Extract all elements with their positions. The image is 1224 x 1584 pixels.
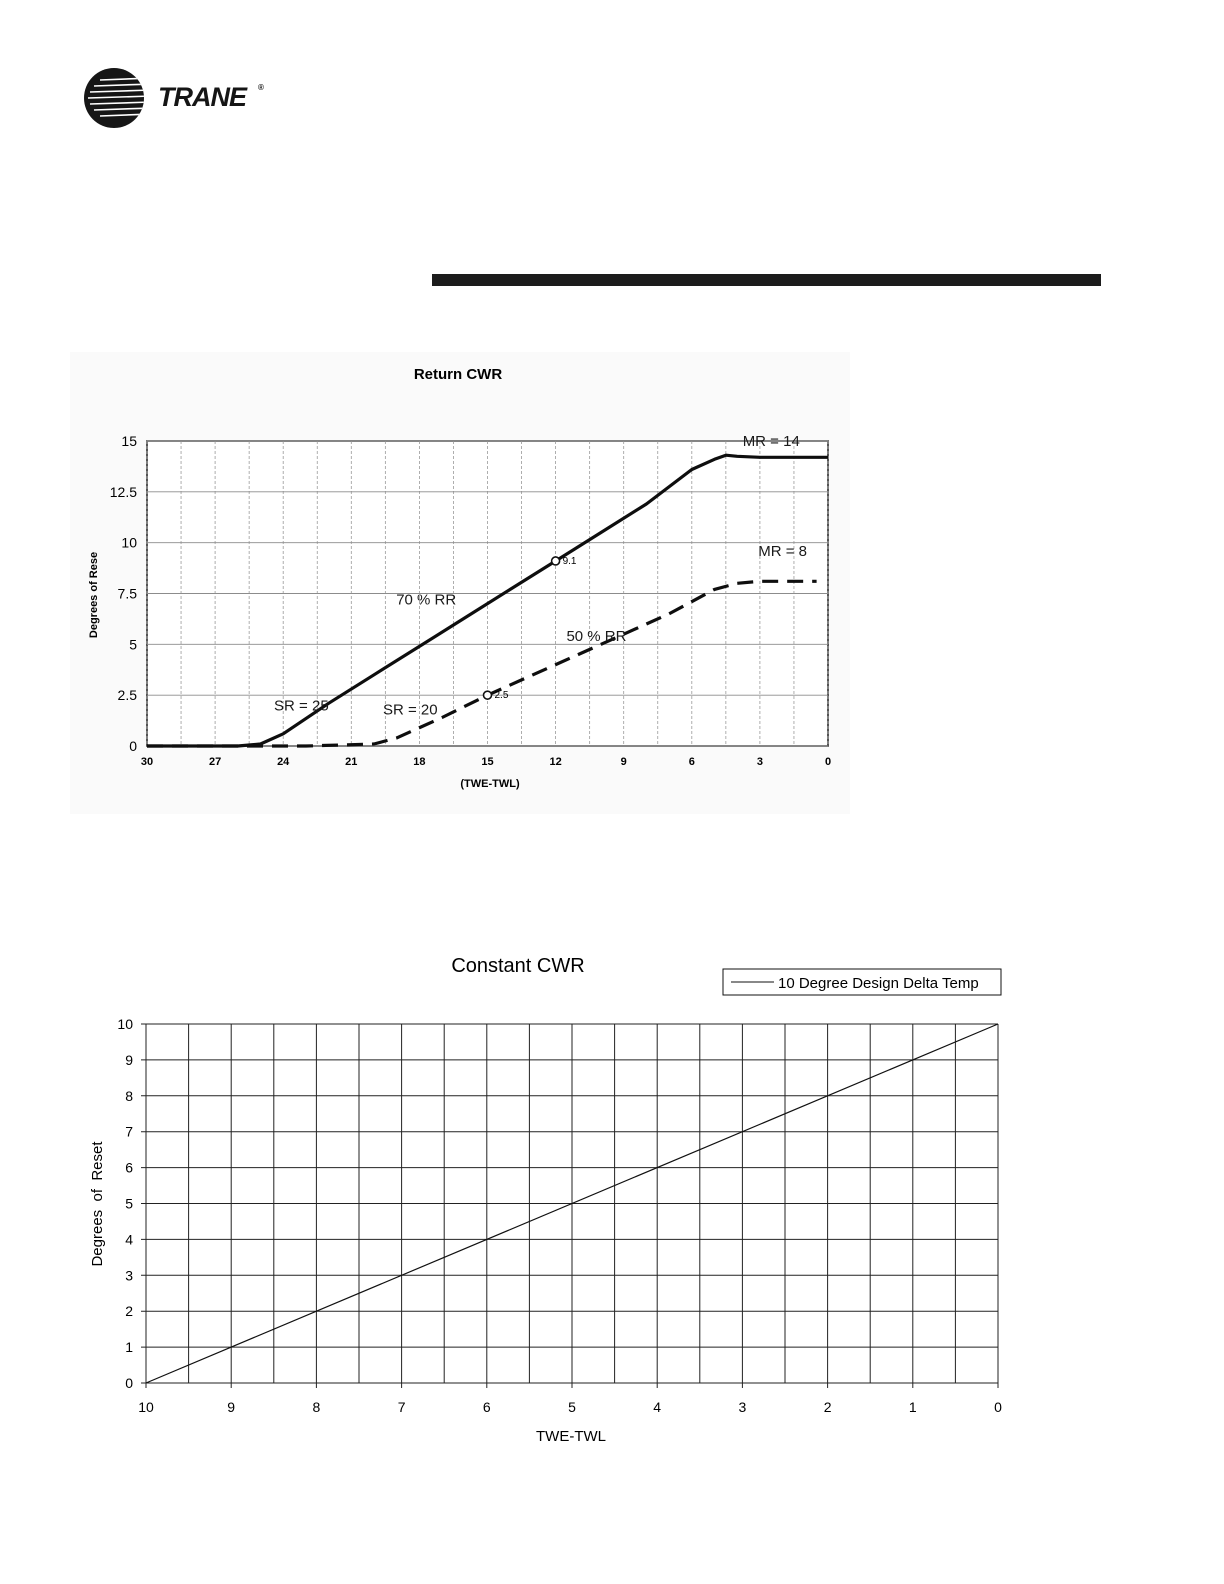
chart2-legend: [723, 969, 1001, 995]
chart1-y-tick-label: 12.5: [109, 483, 137, 500]
chart1-y-tick-label: 5: [129, 636, 137, 653]
chart1-y-tick-label: 10: [121, 534, 137, 551]
chart2-x-tick-label: 4: [653, 1399, 662, 1415]
chart2-y-tick-label: 2: [125, 1303, 133, 1320]
chart2-y-tick-label: 5: [125, 1195, 133, 1212]
chart1-annotation: 50 % RR: [566, 628, 627, 646]
chart1-x-tick-label: 15: [481, 756, 494, 768]
chart2-x-tick-label: 7: [397, 1399, 406, 1415]
chart2-y-tick-label: 6: [125, 1159, 133, 1176]
chart2-x-tick-label: 8: [312, 1399, 321, 1415]
chart1-x-tick-label: 0: [824, 756, 832, 768]
chart1-marker: [552, 557, 560, 565]
return-cwr-chart: [70, 352, 850, 814]
chart1-marker-label: 2.5: [494, 690, 509, 702]
chart2-legend-label: 10 Degree Design Delta Temp: [778, 975, 979, 992]
header-rule: [432, 274, 1101, 286]
chart2-y-tick-label: 1: [125, 1339, 133, 1356]
chart1-y-tick-label: 7.5: [117, 585, 137, 602]
chart1-x-tick-label: 6: [688, 756, 695, 768]
chart2-title: Constant CWR: [451, 955, 585, 977]
trane-globe-icon: [82, 66, 152, 132]
chart2-x-tick-label: 10: [138, 1399, 154, 1415]
chart1-y-tick-label: 15: [121, 433, 137, 449]
chart1-y-tick-label: 0: [129, 738, 137, 754]
chart1-grid: [147, 441, 828, 746]
chart1-x-tick-label: 21: [345, 756, 358, 768]
chart1-x-tick-label: 18: [413, 756, 426, 768]
chart2-ylabel: Degrees of Reset: [89, 1141, 106, 1267]
chart2-x-tick-label: 6: [482, 1399, 491, 1415]
chart2-axes: [117, 1016, 1002, 1415]
chart1-x-tick-label: 3: [756, 756, 763, 768]
chart2-y-tick-label: 7: [125, 1123, 133, 1140]
brand-registered-mark: ®: [258, 83, 264, 92]
chart1-xlabel: (TWE-TWL): [460, 778, 520, 790]
chart1-annotation: SR = 20: [383, 701, 438, 719]
constant-cwr-chart: [0, 940, 1224, 1470]
chart2-y-tick-label: 8: [125, 1087, 133, 1104]
brand-name: TRANE: [158, 82, 246, 112]
chart1-x-tick-label: 27: [208, 756, 222, 768]
chart1-annotation: MR = 8: [758, 542, 807, 560]
chart2-x-tick-label: 5: [568, 1399, 576, 1415]
chart1-marker-label: 9.1: [562, 555, 577, 567]
chart2-y-tick-label: 9: [125, 1051, 133, 1068]
return-cwr-chart-panel: [70, 352, 850, 814]
chart1-annotation: MR = 14: [742, 433, 800, 450]
chart1-x-tick-label: 9: [620, 756, 627, 768]
chart1-annotation: 70 % RR: [396, 591, 457, 609]
chart2-x-tick-label: 0: [994, 1399, 1002, 1415]
chart2-x-tick-label: 3: [738, 1399, 747, 1415]
chart2-x-tick-label: 2: [823, 1399, 832, 1415]
chart2-xlabel: TWE-TWL: [536, 1428, 606, 1445]
chart1-y-tick-label: 2.5: [117, 687, 137, 704]
chart2-y-tick-label: 3: [125, 1267, 133, 1284]
chart1-x-tick-label: 24: [277, 756, 290, 768]
chart1-x-tick-label: 30: [140, 756, 154, 768]
chart1-marker: [484, 691, 492, 699]
chart2-y-tick-label: 10: [117, 1016, 133, 1032]
chart1-x-tick-label: 12: [549, 756, 562, 768]
chart2-y-tick-label: 0: [125, 1375, 133, 1391]
chart1-annotation: SR = 25: [274, 697, 329, 715]
chart1-title: Return CWR: [413, 366, 503, 383]
chart2-y-tick-label: 4: [125, 1231, 133, 1248]
chart2-x-tick-label: 1: [908, 1399, 917, 1415]
chart1-ylabel: Degrees of Rese: [88, 551, 100, 639]
chart2-x-tick-label: 9: [227, 1399, 236, 1415]
